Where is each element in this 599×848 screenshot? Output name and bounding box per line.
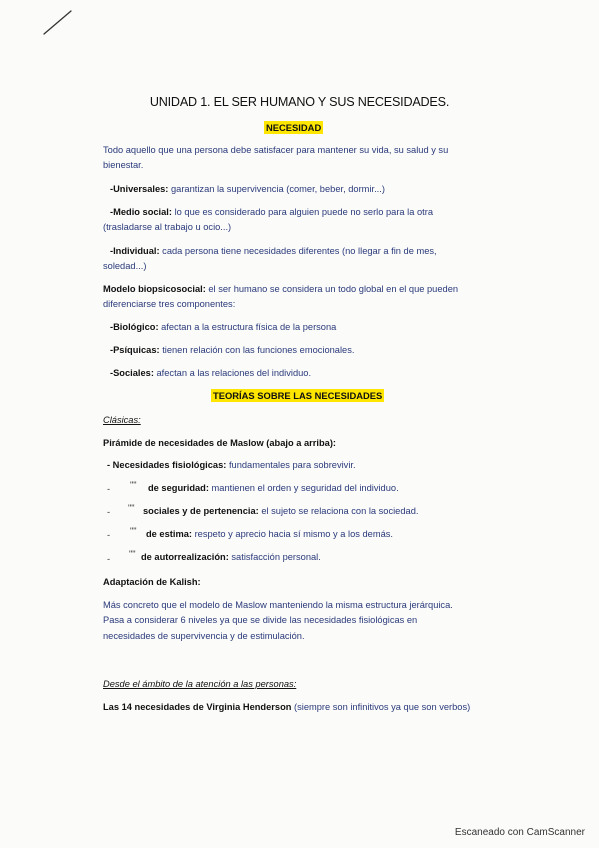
biologico-item: -Biológico: afectan a la estructura física de la persona	[110, 322, 337, 332]
individual-item: -Individual: cada persona tiene necesidades diferentes (no llegar a fin de mes,	[110, 246, 437, 256]
ditto-mark: ""	[129, 549, 136, 559]
universales-item: -Universales: garantizan la supervivencia (comer, beber, dormir...)	[110, 184, 385, 194]
pen-stroke-mark	[40, 8, 76, 38]
ditto-mark: ""	[130, 526, 137, 536]
maslow-fisiologicas: - Necesidades fisiológicas: fundamentales para sobrevivir.	[107, 460, 356, 470]
modelo-biopsicosocial: Modelo biopsicosocial: el ser humano se considera un todo global en el que pueden	[103, 284, 459, 294]
kalish-line-1: Más concreto que el modelo de Maslow manteniendo la misma estructura jerárquica.	[103, 600, 453, 610]
medio-social-cont: (trasladarse al trabajo u ocio...)	[103, 222, 232, 232]
henderson-line: Las 14 necesidades de Virginia Henderson (siempre son infinitivos ya que son verbos)	[103, 702, 471, 712]
modelo-cont: diferenciarse tres componentes:	[103, 299, 236, 309]
sociales-item: -Sociales: afectan a las relaciones del individuo.	[110, 368, 312, 378]
clasicas-subheading: Clásicas:	[103, 415, 141, 425]
bullet-dash: -	[107, 484, 111, 494]
kalish-line-3: necesidades de supervivencia y de estimulación.	[103, 631, 305, 641]
kalish-line-2: Pasa a considerar 6 niveles ya que se divide las necesidades fisiológicas en	[103, 615, 418, 625]
bullet-dash: -	[107, 507, 111, 517]
intro-line-2: bienestar.	[103, 160, 144, 170]
maslow-estima: de estima: respeto y aprecio hacia sí mismo y a los demás.	[146, 529, 393, 539]
heading-teorias: TEORÍAS SOBRE LAS NECESIDADES	[213, 390, 383, 401]
heading-necesidad: NECESIDAD	[266, 122, 322, 133]
ambito-subheading: Desde el ámbito de la atención a las personas:	[103, 679, 297, 689]
kalish-heading: Adaptación de Kalish:	[103, 577, 201, 587]
individual-cont: soledad...)	[103, 261, 147, 271]
scanner-watermark: Escaneado con CamScanner	[454, 827, 585, 838]
intro-line-1: Todo aquello que una persona debe satisfacer para mantener su vida, su salud y su	[103, 145, 449, 155]
ditto-mark: ""	[130, 480, 137, 490]
bullet-dash: -	[107, 530, 111, 540]
ditto-mark: ""	[128, 503, 135, 513]
medio-social-item: -Medio social: lo que es considerado para alguien puede no serlo para la otra	[110, 207, 434, 217]
bullet-dash: -	[107, 554, 111, 564]
maslow-autorrealizacion: de autorrealización: satisfacción personal.	[141, 552, 321, 562]
maslow-seguridad: de seguridad: mantienen el orden y seguridad del individuo.	[148, 483, 399, 493]
psiquicas-item: -Psíquicas: tienen relación con las funciones emocionales.	[110, 345, 355, 355]
maslow-pertenencia: sociales y de pertenencia: el sujeto se relaciona con la sociedad.	[143, 506, 419, 516]
piramide-maslow-heading: Pirámide de necesidades de Maslow (abajo a arriba):	[103, 438, 337, 448]
page-title: UNIDAD 1. EL SER HUMANO Y SUS NECESIDADES.	[149, 95, 450, 109]
